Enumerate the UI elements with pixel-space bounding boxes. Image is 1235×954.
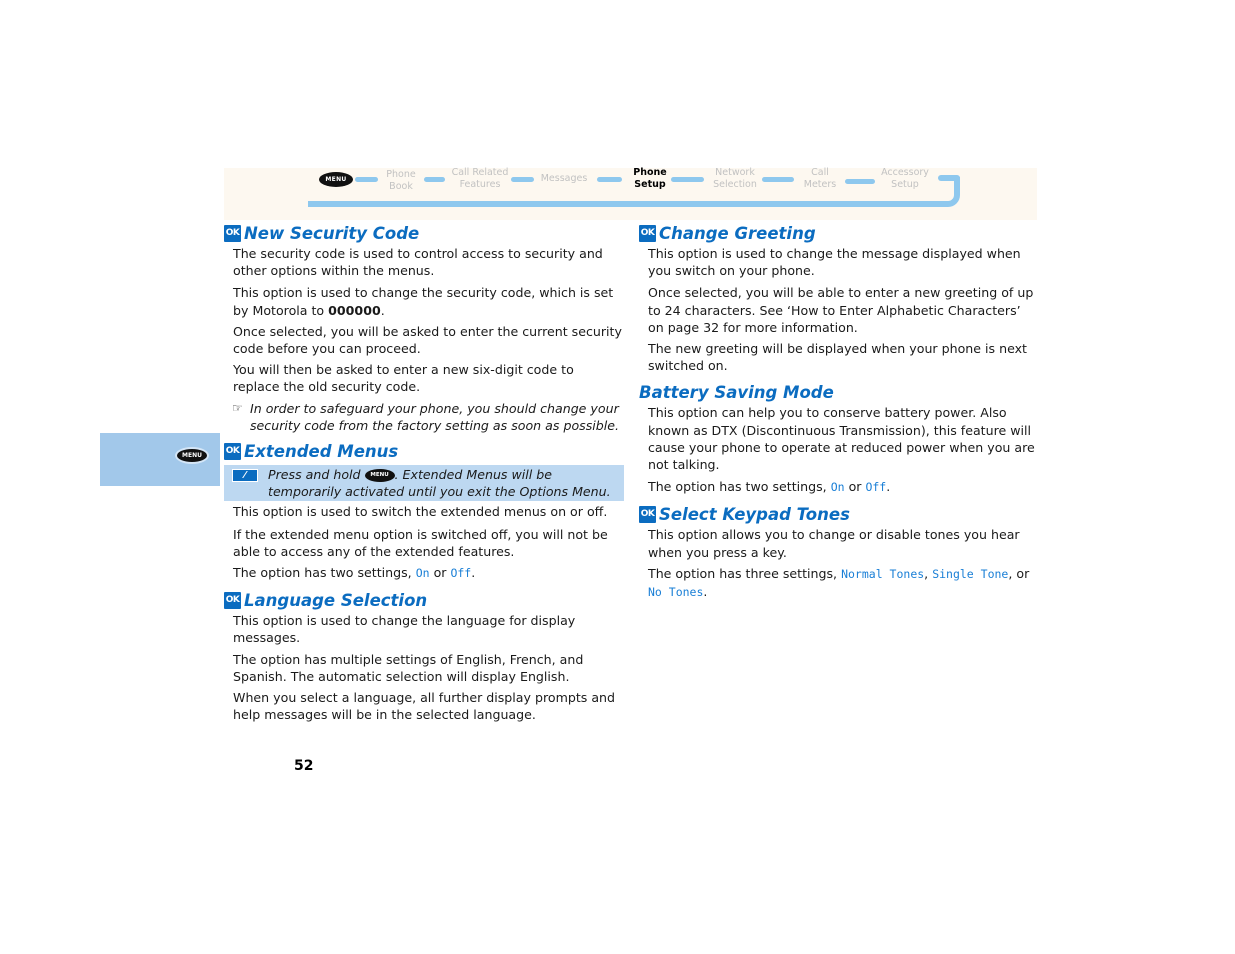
tip-text xyxy=(268,466,618,500)
menu-path-end xyxy=(938,175,960,181)
ok-key-icon: OK xyxy=(224,225,241,242)
paragraph: If the extended menu option is switched off, you will not be able to access any of the extended features. xyxy=(233,526,608,559)
heading-text: Extended Menus xyxy=(244,442,399,462)
setting-off: Off xyxy=(450,566,472,581)
nav-item-line: Call xyxy=(811,167,829,178)
setting-off: Off xyxy=(865,480,887,495)
text: , or xyxy=(1008,565,1030,581)
heading-select-keypad-tones xyxy=(639,504,1039,525)
nav-item-line: Features xyxy=(459,178,501,190)
setting-no-tones: No Tones xyxy=(648,585,704,600)
left-column xyxy=(224,223,624,723)
ok-key-icon: OK xyxy=(224,592,241,609)
heading-extended-menus xyxy=(224,441,624,462)
nav-item-call-related-features xyxy=(447,167,513,190)
nav-item-messages xyxy=(535,173,593,185)
setting-on: On xyxy=(830,480,845,495)
nav-connector xyxy=(424,177,445,182)
shortcut-icon: ⁄ xyxy=(232,469,258,482)
nav-item-network-selection xyxy=(705,167,765,190)
nav-connector xyxy=(671,177,704,182)
note-text: In order to safeguard your phone, you should change your security code from the factory setting as soon as possible. xyxy=(250,400,620,433)
paragraph: This option is used to change the language for display messages. xyxy=(233,613,576,646)
paragraph: Once selected, you will be able to enter a new greeting of up to 24 characters. See ‘How to Enter Alphabetic Characters’ on page 32 for more information. xyxy=(648,285,1034,335)
setting-on: On xyxy=(415,566,430,581)
nav-item-line: Phone xyxy=(633,167,667,178)
section-side-tab xyxy=(100,433,220,486)
text: or xyxy=(844,479,866,495)
paragraph: This option allows you to change or disable tones you hear when you press a key. xyxy=(648,527,1020,560)
menu-key-icon: MENU xyxy=(175,447,209,464)
paragraph: This option is used to change the message displayed when you switch on your phone. xyxy=(648,246,1021,279)
nav-item-phone-book xyxy=(380,169,422,192)
nav-connector xyxy=(762,177,794,182)
pointing-hand-icon: ☞ xyxy=(232,400,243,415)
paragraph: Once selected, you will be asked to enter the current security code before you can proceed. xyxy=(233,323,622,357)
heading-text: Battery Saving Mode xyxy=(639,383,834,403)
text: Press and hold xyxy=(268,467,365,483)
nav-connector xyxy=(597,177,622,182)
nav-connector xyxy=(845,179,875,184)
nav-item-line: Call Related xyxy=(451,167,509,178)
nav-item-line: Messages xyxy=(540,173,588,184)
heading-new-security-code xyxy=(224,223,624,244)
paragraph xyxy=(224,284,624,318)
nav-item-line: Book xyxy=(389,180,413,192)
paragraph: You will then be asked to enter a new six-digit code to replace the old security code. xyxy=(233,362,574,395)
nav-item-call-meters xyxy=(796,167,844,190)
heading-text: Change Greeting xyxy=(659,224,816,243)
paragraph xyxy=(639,565,1039,601)
paragraph: When you select a language, all further display prompts and help messages will be in the selected language. xyxy=(233,690,616,723)
setting-normal-tones: Normal Tones xyxy=(841,566,925,581)
heading-battery-saving-mode xyxy=(639,382,1039,403)
ok-key-icon: OK xyxy=(639,225,656,242)
text: The option has two settings, xyxy=(233,565,416,581)
nav-item-line: Setup xyxy=(891,178,919,190)
paragraph: The option has multiple settings of English, French, and Spanish. The automatic selection will display English. xyxy=(233,651,584,684)
heading-text: Language Selection xyxy=(244,591,428,611)
text: or xyxy=(429,565,451,581)
setting-single-tone: Single Tone xyxy=(932,566,1009,581)
security-note xyxy=(224,400,624,434)
menu-key-icon: MENU xyxy=(365,469,395,482)
text: The option has two settings, xyxy=(648,479,831,495)
heading-change-greeting xyxy=(639,223,1039,244)
nav-item-phone-setup xyxy=(627,167,673,190)
page-number: 52 xyxy=(294,758,314,774)
nav-item-line: Network xyxy=(715,167,755,178)
default-code: 000000 xyxy=(328,302,381,318)
text: This option is used to change the security code, which is set by Motorola to xyxy=(233,285,614,318)
nav-item-line: Accessory xyxy=(881,167,929,178)
paragraph: This option is used to switch the extended menus on or off. xyxy=(233,504,608,520)
nav-item-accessory-setup xyxy=(875,167,935,190)
nav-connector xyxy=(511,177,534,182)
text: . xyxy=(471,565,476,581)
heading-language-selection xyxy=(224,590,624,611)
nav-item-line: Phone xyxy=(386,169,416,180)
text: . xyxy=(380,302,385,318)
text: . xyxy=(703,584,708,600)
heading-text: Select Keypad Tones xyxy=(659,505,850,525)
paragraph xyxy=(639,478,1039,496)
nav-item-line: Meters xyxy=(803,178,837,190)
text: , xyxy=(924,565,933,581)
ok-key-icon: OK xyxy=(639,506,656,523)
shortcut-tip xyxy=(224,465,624,501)
nav-item-line: Setup xyxy=(634,178,666,190)
menu-key-icon: MENU xyxy=(319,172,353,187)
paragraph: The security code is used to control access to security and other options within the menus. xyxy=(233,246,603,279)
text: The option has three settings, xyxy=(648,565,842,581)
nav-item-line: Selection xyxy=(713,178,757,190)
right-column xyxy=(639,223,1039,601)
paragraph: The new greeting will be displayed when your phone is next switched on. xyxy=(648,341,1027,374)
heading-text: New Security Code xyxy=(244,224,420,243)
ok-key-icon: OK xyxy=(224,443,241,460)
nav-connector xyxy=(355,177,378,182)
text: . xyxy=(886,479,891,495)
paragraph: This option can help you to conserve battery power. Also known as DTX (Discontinuous Transmission), this feature will cause your phone to operate at reduced power when you are not talking. xyxy=(648,405,1035,473)
text: . Extended Menus will be temporarily activated until you exit the Options Menu. xyxy=(268,467,611,500)
paragraph xyxy=(224,564,624,582)
